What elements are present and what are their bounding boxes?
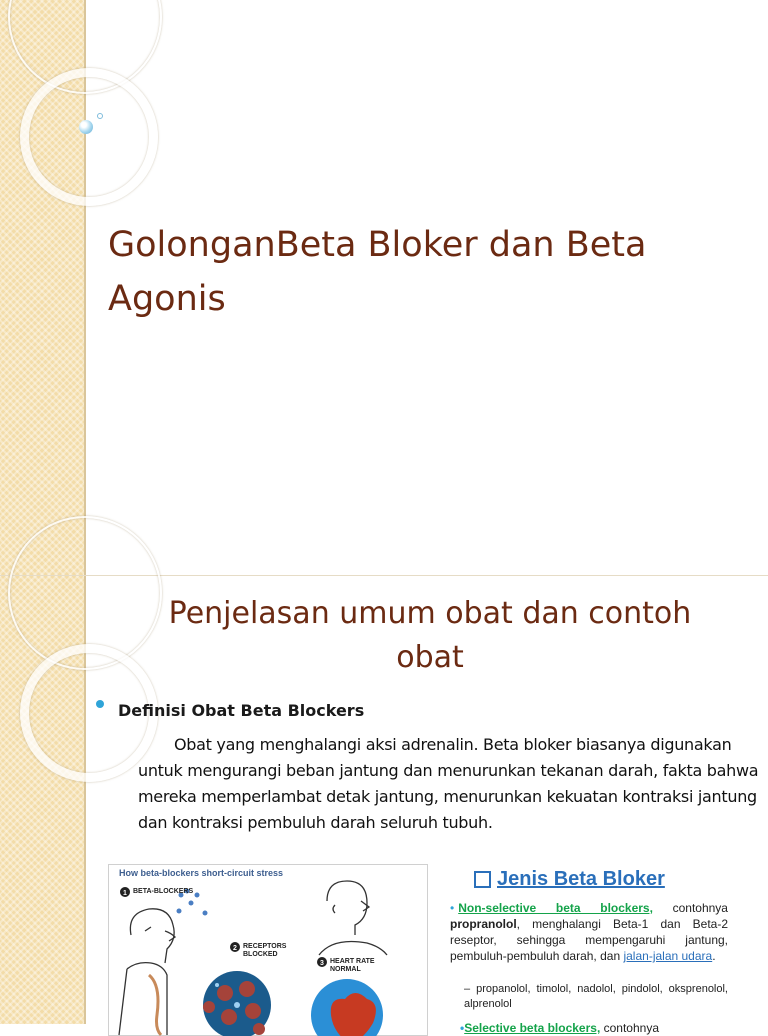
bullet-icon xyxy=(96,700,104,708)
decorative-bubble-icon xyxy=(79,120,93,134)
bullet-dot-icon: • xyxy=(460,1021,465,1035)
bullet-heading: Definisi Obat Beta Blockers xyxy=(118,701,365,720)
non-selective-item xyxy=(450,900,728,964)
types-heading xyxy=(474,868,665,891)
non-selective-text-b: , menghalangi Beta-1 dan Beta-2 reseptor, sehingga mempengaruhi jantung, pembuluh-pembuluh darah, dan xyxy=(450,917,728,963)
heart-icon xyxy=(311,979,383,1036)
receptor-cells-icon xyxy=(203,971,271,1036)
definition-paragraph: Obat yang menghalangi aksi adrenalin. Beta bloker biasanya digunakan untuk mengurangi beban jantung dan menurunkan tekanan darah, fakta bahwa mereka memperlambat detak jantung, menurunkan kekuatan kontraksi jantung dan kontraksi pembuluh darah seluruh tubuh. xyxy=(138,735,759,832)
selective-item xyxy=(460,1020,730,1036)
airway-link[interactable]: jalan-jalan udara xyxy=(623,949,713,963)
step-1-marker-icon xyxy=(120,887,130,897)
selective-label: Selective beta blockers, xyxy=(464,1021,601,1035)
selective-rest: contohnya xyxy=(600,1021,659,1035)
step-2-marker-icon xyxy=(230,942,240,952)
step-label-receptors-blocked: RECEPTORS BLOCKED xyxy=(243,943,287,958)
non-selective-end: . xyxy=(712,949,716,963)
decorative-bubble-icon xyxy=(97,113,103,119)
beta-blocker-illustration xyxy=(108,864,428,1036)
step-3-marker-icon xyxy=(317,957,327,967)
checkbox-square-icon xyxy=(474,871,491,888)
beta-blocker-types-panel xyxy=(442,864,760,1034)
non-selective-examples: – propanolol, timolol, nadolol, pindolol, oksprenolol, alprenolol xyxy=(464,983,728,1010)
step-number-3: 3 xyxy=(320,960,324,967)
slide-2 xyxy=(0,576,768,1035)
step-number-1: 1 xyxy=(123,890,127,897)
slide-title: Penjelasan umum obat dan contoh obat xyxy=(168,596,692,675)
step-label-beta-blockers: BETA-BLOCKERS xyxy=(133,888,194,895)
propranolol-text: propranolol xyxy=(450,917,517,931)
person-taking-pill-icon xyxy=(119,909,175,1035)
calm-person-icon xyxy=(319,881,387,955)
slide-title: GolonganBeta Bloker dan Beta Agonis xyxy=(108,225,647,319)
non-selective-text-a: contohnya xyxy=(652,901,728,915)
step-label-heart-rate-normal: HEART RATE NORMAL xyxy=(330,958,375,973)
bullet-dot-icon: • xyxy=(450,901,455,915)
non-selective-label: Non-selective beta blockers, xyxy=(458,901,653,915)
types-heading-text: Jenis Beta Bloker xyxy=(497,868,665,890)
step-number-2: 2 xyxy=(233,945,237,952)
decorative-ring xyxy=(20,68,158,206)
illustration-title: How beta-blockers short-circuit stress xyxy=(119,868,284,878)
